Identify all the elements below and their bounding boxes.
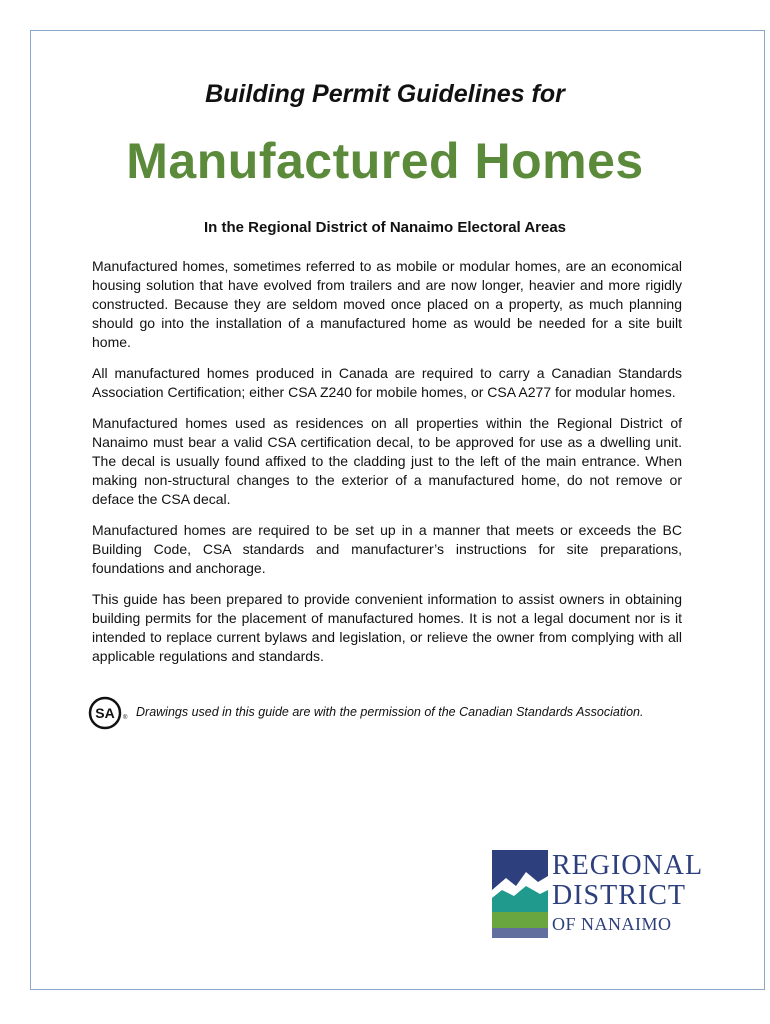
logo-text-district: DISTRICT <box>552 880 686 911</box>
document-area-heading: In the Regional District of Nanaimo Electoral Areas <box>203 219 567 236</box>
paragraph: All manufactured homes produced in Canada are required to carry a Canadian Standards Association Certification; either CSA Z240 for mobile homes, or CSA A277 for modular homes. <box>92 365 682 400</box>
csa-logo-text: SA <box>95 705 115 721</box>
document-title: Manufactured Homes <box>126 133 644 189</box>
credit-text: Drawings used in this guide are with the permission of the Canadian Standards Association. <box>136 705 644 719</box>
rdn-logo <box>492 850 704 942</box>
logo-text-regional: REGIONAL <box>552 850 704 881</box>
document-subtitle: Building Permit Guidelines for <box>205 80 565 108</box>
csa-logo-icon <box>88 695 128 731</box>
paragraph: Manufactured homes used as residences on all properties within the Regional District of Nanaimo must bear a valid CSA certification decal, to be approved for use as a dwelling unit. The decal is usually found affixed to the cladding just to the left of the main entrance. When making non-structural changes to the exterior of a manufactured home, do not remove or deface the CSA decal. <box>92 415 682 507</box>
svg-text:®: ® <box>123 715 128 721</box>
csa-credit <box>88 695 688 735</box>
paragraph: This guide has been prepared to provide convenient information to assist owners in obtaining building permits for the placement of manufactured homes. It is not a legal document nor is it intended to replace current bylaws and legislation, or relieve the owner from complying with all applicable regulations and standards. <box>92 591 682 664</box>
document-body <box>92 257 682 678</box>
paragraph: Manufactured homes, sometimes referred to as mobile or modular homes, are an economical housing solution that have evolved from trailers and are now longer, heavier and more rigidly constructed. Because they are seldom moved once placed on a property, as much planning should go into the installation of a manufactured home as would be needed for a site built home. <box>92 258 682 350</box>
paragraph: Manufactured homes are required to be set up in a manner that meets or exceeds the BC Building Code, CSA standards and manufacturer’s instructions for site preparations, foundations and anchorage. <box>92 522 682 576</box>
logo-text-of-nanaimo: OF NANAIMO <box>552 914 672 934</box>
rdn-mountain-logo-icon <box>492 850 548 942</box>
